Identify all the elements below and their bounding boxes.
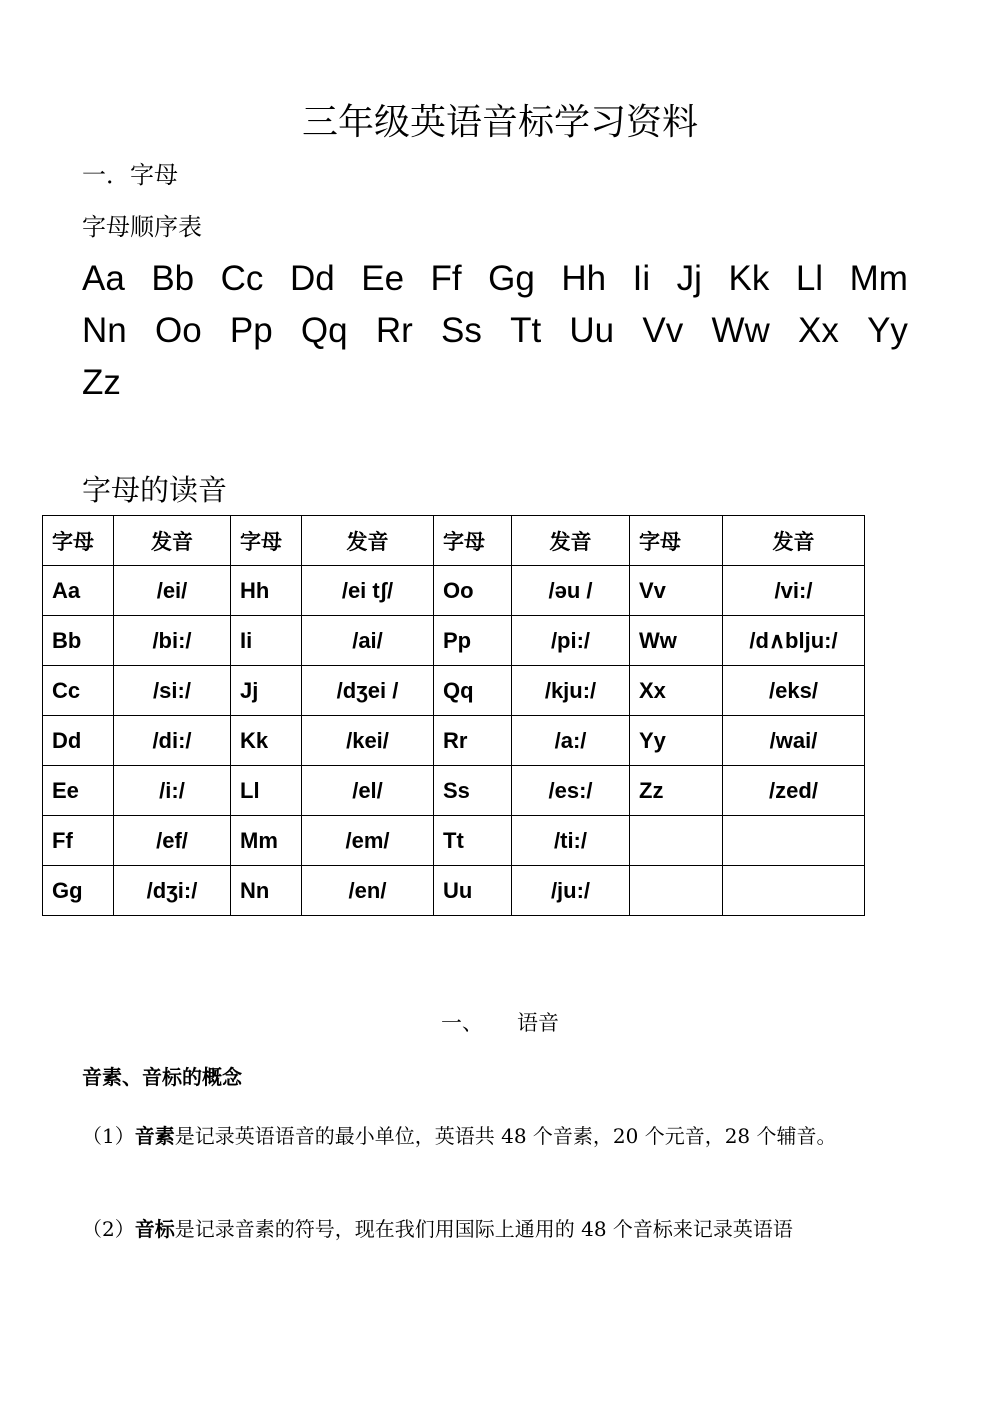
alphabet-order-label: 字母顺序表: [82, 213, 202, 241]
letter-cell: Dd: [43, 716, 114, 766]
concept-heading: 音素、音标的概念: [82, 1065, 242, 1089]
letter-cell: Ww: [630, 616, 723, 666]
section-heading-letters: 一．字母: [82, 161, 178, 189]
header-letter: 字母: [231, 516, 302, 566]
alphabet-letter-pair: Oo: [154, 311, 202, 350]
letter-cell: Vv: [630, 566, 723, 616]
header-letter: 字母: [43, 516, 114, 566]
paragraph-term: 音素: [134, 1124, 175, 1148]
alphabet-letter-pair: Gg: [488, 259, 535, 298]
alphabet-letter-pair: Cc: [220, 259, 264, 298]
letter-cell: Tt: [434, 816, 512, 866]
pronunciation-cell: /ei tʃ/: [302, 566, 434, 616]
pronunciation-cell: /ai/: [302, 616, 434, 666]
pronunciation-cell: /ti:/: [512, 816, 630, 866]
alphabet-letter-pair: Dd: [289, 259, 335, 298]
pronunciation-cell: /ju:/: [512, 866, 630, 916]
alphabet-letter-pair: Uu: [569, 311, 615, 350]
header-letter: 字母: [630, 516, 723, 566]
alphabet-row: [82, 308, 908, 354]
paragraph-text: 是记录英语语音的最小单位，英语共 48 个音素，20 个元音，28 个辅音。: [174, 1124, 837, 1148]
pronunciation-cell: [723, 816, 865, 866]
pronunciation-cell: /em/: [302, 816, 434, 866]
alphabet-letter-pair: Pp: [229, 311, 273, 350]
pronunciation-cell: /eks/: [723, 666, 865, 716]
section-title: 语音: [517, 1011, 559, 1035]
pronunciation-cell: /di:/: [114, 716, 231, 766]
pronunciation-cell: /wai/: [723, 716, 865, 766]
table-header-row: [43, 516, 865, 566]
table-row: [43, 666, 865, 716]
alphabet-letter-pair: Rr: [375, 311, 413, 350]
pronunciation-cell: /d∧blju:/: [723, 616, 865, 666]
letter-cell: Uu: [434, 866, 512, 916]
letter-cell: Ff: [43, 816, 114, 866]
pronunciation-cell: /dʒei /: [302, 666, 434, 716]
letter-cell: Yy: [630, 716, 723, 766]
letter-cell: Qq: [434, 666, 512, 716]
alphabet-letter-pair: Mm: [849, 259, 908, 298]
paragraph-phonetic-symbol: [82, 1214, 912, 1244]
alphabet-letter-pair: Xx: [797, 311, 839, 350]
pronunciation-table: [42, 515, 865, 916]
table-row: [43, 566, 865, 616]
header-pronunciation: 发音: [114, 516, 231, 566]
pronunciation-cell: /es:/: [512, 766, 630, 816]
letter-cell: Jj: [231, 666, 302, 716]
alphabet-letter-pair: Vv: [642, 311, 684, 350]
pronunciation-cell: /ef/: [114, 816, 231, 866]
table-row: [43, 866, 865, 916]
alphabet-letter-pair: Yy: [867, 311, 908, 350]
letter-cell: Ll: [231, 766, 302, 816]
header-pronunciation: 发音: [512, 516, 630, 566]
letter-cell: Zz: [630, 766, 723, 816]
paragraph-term: 音标: [134, 1217, 175, 1241]
letter-cell: Cc: [43, 666, 114, 716]
letter-cell: Oo: [434, 566, 512, 616]
pronunciation-cell: /i:/: [114, 766, 231, 816]
pronunciation-cell: /dʒi:/: [114, 866, 231, 916]
section-number: 一、: [441, 1011, 483, 1035]
pronunciation-cell: /en/: [302, 866, 434, 916]
alphabet-letter-pair: Bb: [151, 259, 195, 298]
pronunciation-cell: /ei/: [114, 566, 231, 616]
letter-pronunciation-label: 字母的读音: [82, 473, 228, 507]
table-row: [43, 816, 865, 866]
alphabet-letter-pair: Nn: [82, 311, 127, 350]
table-row: [43, 716, 865, 766]
letter-cell: Nn: [231, 866, 302, 916]
paragraph-prefix: （1）: [82, 1124, 135, 1148]
letter-cell: Rr: [434, 716, 512, 766]
pronunciation-cell: /bi:/: [114, 616, 231, 666]
letter-cell: Xx: [630, 666, 723, 716]
letter-cell: Ss: [434, 766, 512, 816]
pronunciation-cell: /zed/: [723, 766, 865, 816]
pronunciation-cell: /a:/: [512, 716, 630, 766]
alphabet-letter-pair: Ss: [441, 311, 482, 350]
pronunciation-cell: /si:/: [114, 666, 231, 716]
alphabet-letter-pair: Tt: [510, 311, 542, 350]
letter-cell: Aa: [43, 566, 114, 616]
letter-cell: Bb: [43, 616, 114, 666]
alphabet-letter-pair: Zz: [82, 363, 121, 402]
letter-cell: Mm: [231, 816, 302, 866]
pronunciation-cell: [723, 866, 865, 916]
table-row: [43, 766, 865, 816]
paragraph-prefix: （2）: [82, 1217, 135, 1241]
letter-cell: [630, 816, 723, 866]
alphabet-row: [82, 360, 908, 406]
header-pronunciation: 发音: [302, 516, 434, 566]
pronunciation-cell: /kei/: [302, 716, 434, 766]
header-letter: 字母: [434, 516, 512, 566]
letter-cell: Ii: [231, 616, 302, 666]
paragraph-text: 是记录音素的符号，现在我们用国际上通用的 48 个音标来记录英语语: [174, 1217, 793, 1241]
letter-cell: Ee: [43, 766, 114, 816]
letter-cell: Gg: [43, 866, 114, 916]
letter-cell: Hh: [231, 566, 302, 616]
pronunciation-cell: /kju:/: [512, 666, 630, 716]
alphabet-letter-pair: Ii: [632, 259, 651, 298]
pronunciation-cell: /əu /: [512, 566, 630, 616]
table-row: [43, 616, 865, 666]
pronunciation-cell: /el/: [302, 766, 434, 816]
alphabet-letter-pair: Ll: [795, 259, 824, 298]
paragraph-phoneme: [82, 1108, 912, 1164]
alphabet-letter-pair: Qq: [300, 311, 348, 350]
pronunciation-cell: /pi:/: [512, 616, 630, 666]
header-pronunciation: 发音: [723, 516, 865, 566]
letter-cell: [630, 866, 723, 916]
alphabet-letter-pair: Kk: [728, 259, 770, 298]
alphabet-letter-pair: Ff: [430, 259, 462, 298]
letter-cell: Pp: [434, 616, 512, 666]
letter-cell: Kk: [231, 716, 302, 766]
alphabet-letter-pair: Ww: [711, 311, 770, 350]
alphabet-row: [82, 256, 908, 302]
page-title: 三年级英语音标学习资料: [301, 102, 698, 143]
section-heading-phonetics: [0, 1008, 1000, 1038]
alphabet-letter-pair: Aa: [82, 259, 125, 298]
alphabet-letter-pair: Hh: [561, 259, 607, 298]
pronunciation-cell: /vi:/: [723, 566, 865, 616]
alphabet-letter-pair: Jj: [676, 259, 702, 298]
alphabet-letter-pair: Ee: [361, 259, 405, 298]
